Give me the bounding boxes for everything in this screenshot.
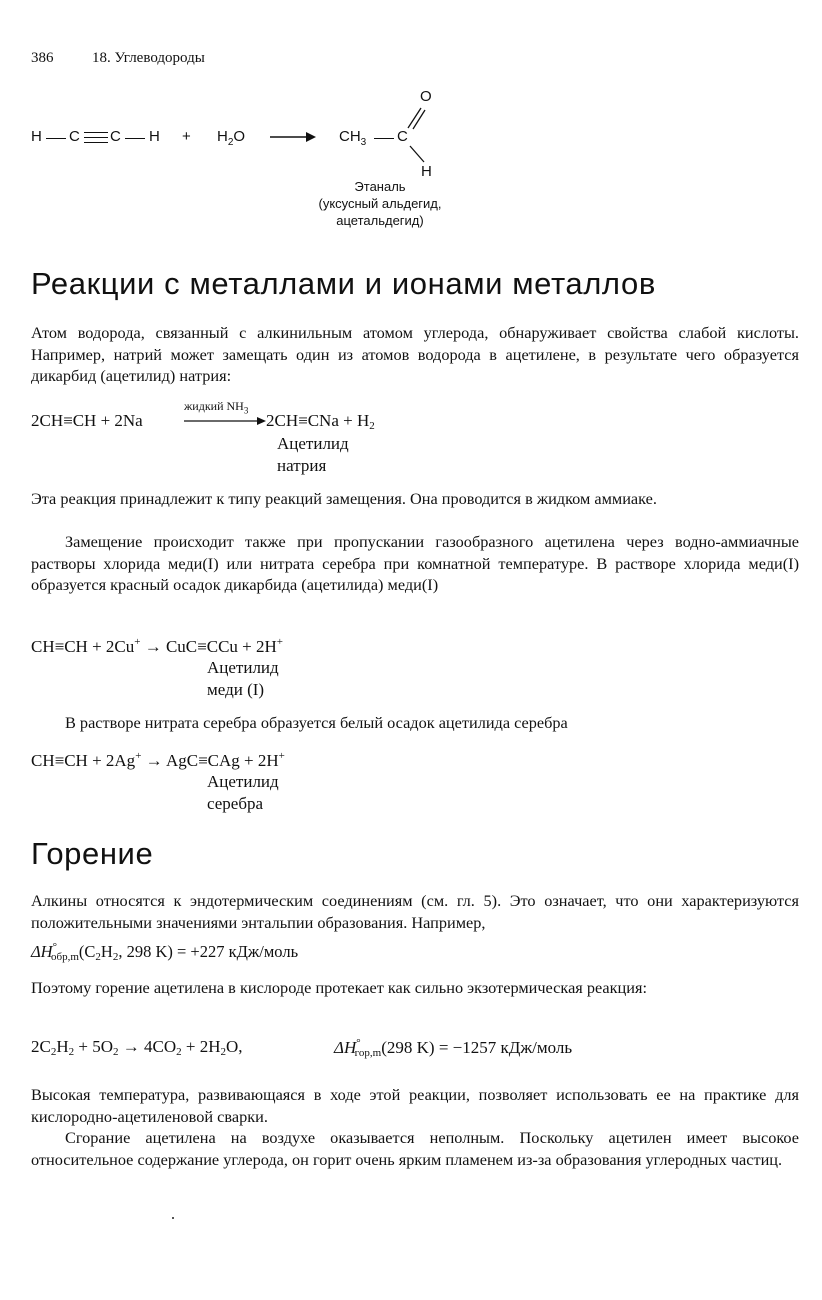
section-heading-combustion: Горение: [31, 836, 154, 871]
eq1-reactants: 2CH≡CH + 2Na: [31, 411, 143, 430]
eq4-enthalpy: $\Delta H^\circ_{гор,m}(298$ K) = −1257 кДж/моль: [334, 1037, 573, 1059]
single-bond: [46, 138, 66, 139]
paragraph-welding: Высокая температура, развивающаяся в ходе этой реакции, позволяет использовать ее на практике для кислородно-ацетиленовой сварки.: [31, 1085, 799, 1126]
eq1-arrow-label: жидкий $NH_3$: [184, 399, 249, 416]
paragraph-substitution: Эта реакция принадлежит к типу реакций замещения. Она проводится в жидком аммиаке.: [31, 489, 657, 508]
eq3-product-name: Ацетилид серебра: [207, 772, 279, 813]
eq4-reaction: $2C_2H_2 + 5O_2 \to 4CO_2 + 2H_2O$,: [31, 1037, 243, 1058]
reactant-c2: C: [110, 128, 121, 145]
eq2-product-name: Ацетилид меди (I): [207, 658, 279, 699]
enthalpy-formation: $\Delta H^\circ_{обр,m}(C_2H_2$, 298 K) = +227 кДж/моль: [31, 941, 299, 963]
paragraph-copper-silver: Замещение происходит также при пропускании газообразного ацетилена через водно-аммиачные растворы хлорида меди(I) или нитрата серебра при комнатной температуре. В растворе хлорида меди(I) образуется красный осадок дикарбида (ацетилида) меди(I): [31, 532, 799, 594]
product-methyl: $CH_3$: [339, 128, 367, 148]
section-heading-metals: Реакции с металлами и ионами металлов: [31, 266, 656, 301]
paragraph-endothermic: Алкины относятся к эндотермическим соединениям (см. гл. 5). Это означает, что они характеризуются положительными значениями энтальпии образования. Например,: [31, 891, 799, 932]
ethanal-caption: Этаналь (уксусный альдегид, ацетальдегид): [318, 179, 442, 228]
paragraph-acidity: Атом водорода, связанный с алкинильным атомом углерода, обнаруживает свойства слабой кислоты. Например, натрий может замещать один из атомов водорода в ацетилене, в результате чего образуется дикарбид (ацетилид) натрия:: [31, 323, 799, 385]
single-bond: [125, 138, 145, 139]
page-number: 386: [31, 50, 54, 66]
running-head: 18. Углеводороды: [92, 50, 205, 66]
eq2-text: CH≡CH + 2Cu+ → CuC≡CCu + 2H+: [31, 636, 283, 656]
plus-sign: +: [182, 128, 191, 145]
eq1-products: $2CH\equiv CNa + H_2$: [266, 411, 375, 432]
triple-bond: [84, 132, 108, 144]
product-h: H: [421, 163, 432, 180]
print-speck: [172, 1217, 174, 1219]
eq1-product-name: Ацетилид натрия: [277, 434, 349, 475]
reactant-c1: C: [69, 128, 80, 145]
paragraph-incomplete-combustion: Сгорание ацетилена на воздухе оказывается неполным. Поскольку ацетилен имеет высокое относительное содержание углерода, он горит очень ярким пламенем из-за образования углеродных частиц.: [31, 1128, 799, 1169]
product-carbonyl-c: C: [397, 128, 408, 145]
reactant-h-left: H: [31, 128, 42, 145]
single-bond: [374, 138, 394, 139]
water: $H_2O$: [217, 128, 246, 148]
reaction-arrow: [270, 130, 316, 144]
eq3-text: CH≡CH + 2Ag+ → AgC≡CAg + 2H+: [31, 750, 285, 770]
paragraph-silver-nitrate: В растворе нитрата серебра образуется белый осадок ацетилида серебра: [65, 713, 568, 732]
eq1-arrow: [184, 415, 266, 427]
paragraph-exothermic: Поэтому горение ацетилена в кислороде протекает как сильно экзотермическая реакция:: [31, 978, 647, 997]
product-oxygen: O: [420, 88, 432, 105]
reactant-h-right: H: [149, 128, 160, 145]
